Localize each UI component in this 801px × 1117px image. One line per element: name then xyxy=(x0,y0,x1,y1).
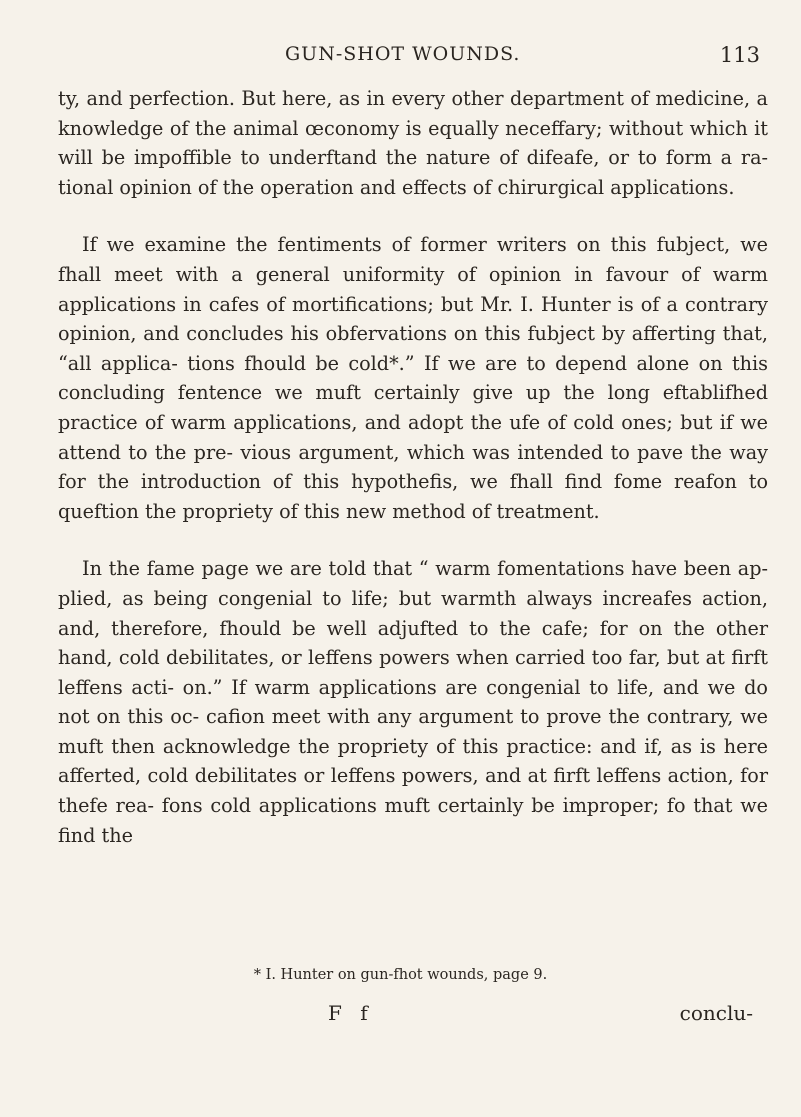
running-title: GUN-SHOT WOUNDS. xyxy=(285,43,521,65)
body-text xyxy=(58,84,768,850)
footnote: * I. Hunter on gun-fhot wounds, page 9. xyxy=(253,967,548,983)
running-header xyxy=(60,43,760,73)
paragraph-sentiments: If we examine the fentiments of former writers on this fubject, we fhall meet with a general uniformity of opinion in favour of warm applications in cafes of mortifications; but Mr. I. Hunter is of a contrary opinion, and concludes his obfervations on this fubject by afferting that, “all applica- tions fhould be cold*.” If we are to depend alone on this concluding fentence we muft certainly give up the long eftablifhed practice of warm applications, and adopt the ufe of cold ones; but if we attend to the pre- vious argument, which was intended to pave the way for the introduction of this hypothefis, we fhall find fome reafon to queftion the propriety of this new method of treatment. xyxy=(58,233,768,523)
paragraph-continuation: ty, and perfection. But here, as in every other department of medicine, a knowledge of the animal œconomy is equally neceffary; without which it will be impoffible to underftand the nature of difeafe, or to form a ra- tional opinion of the operation and effects of chirurgical applications. xyxy=(58,87,768,199)
paragraph-fomentations: In the fame page we are told that “ warm fomentations have been ap- plied, as being congenial to life; but warmth always increafes action, and, therefore, fhould be well adjufted to the cafe; for on the other hand, cold debilitates, or leffens powers when carried too far, but at firft leffens acti- on.” If warm applications are congenial to life, and we do not on this oc- cafion meet with any argument to prove the contrary, we muft then acknowledge the propriety of this practice: and if, as is here afferted, cold debilitates or leffens powers, and at firft leffens action, for thefe rea- fons cold applications muft certainly be improper; fo that we find the xyxy=(58,557,768,847)
page-number: 113 xyxy=(719,43,760,67)
signature-mark: F f xyxy=(328,1001,374,1025)
catchword: conclu- xyxy=(679,1001,753,1025)
